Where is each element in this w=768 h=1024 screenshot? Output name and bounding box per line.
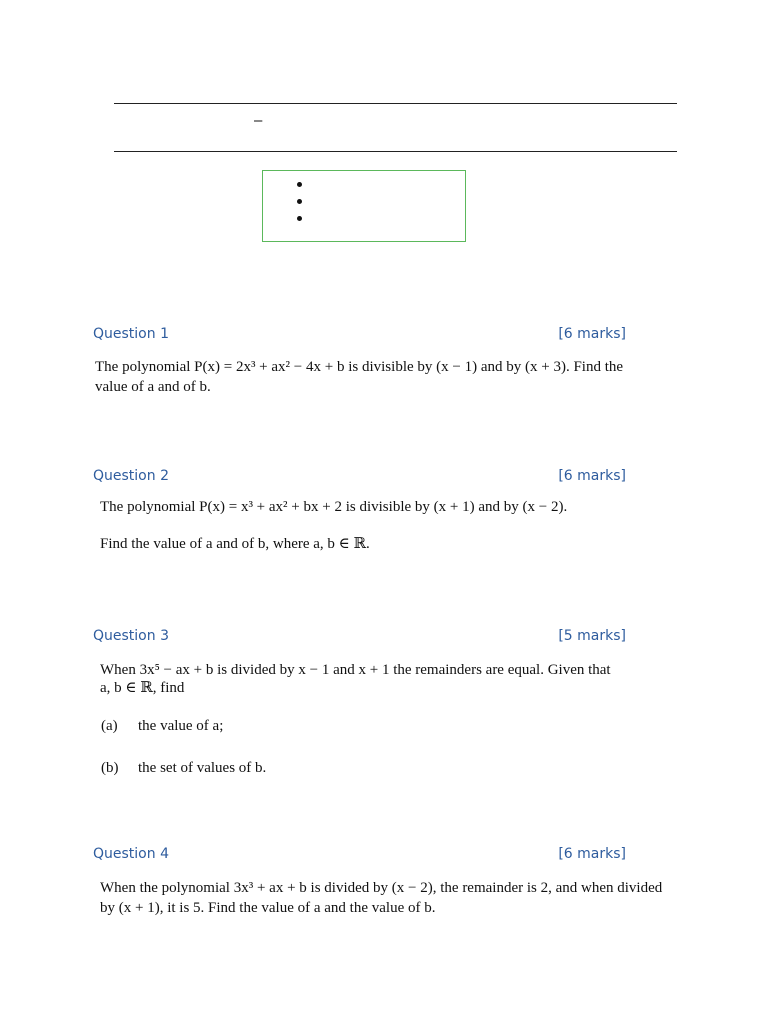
question-1-header — [93, 326, 628, 346]
question-marks: [5 marks] — [558, 628, 626, 644]
question-4-line-2: by (x + 1), it is 5. Find the value of a and the value of b. — [100, 900, 436, 916]
header-top-rule — [114, 103, 677, 104]
question-label: Question 2 — [93, 468, 169, 484]
header-dash: – — [254, 112, 263, 129]
question-marks: [6 marks] — [558, 846, 626, 862]
question-marks: [6 marks] — [558, 326, 626, 342]
question-label: Question 1 — [93, 326, 169, 342]
question-4-line-1: When the polynomial 3x³ + ax + b is divided by (x − 2), the remainder is 2, and when divided — [100, 880, 663, 896]
bullet-icon — [297, 216, 302, 221]
question-3-line-1: When 3x⁵ − ax + b is divided by x − 1 and x + 1 the remainders are equal. Given that — [100, 662, 611, 678]
bullet-icon — [297, 182, 302, 187]
question-2-header — [93, 468, 628, 488]
part-text: the set of values of b. — [138, 760, 267, 776]
question-2-line-2: Find the value of a and of b, where a, b ∈ ℝ. — [100, 536, 370, 552]
part-text: the value of a; — [138, 718, 224, 734]
question-label: Question 4 — [93, 846, 169, 862]
question-marks: [6 marks] — [558, 468, 626, 484]
bullet-icon — [297, 199, 302, 204]
question-1-line-1: The polynomial P(x) = 2x³ + ax² − 4x + b is divisible by (x − 1) and by (x + 3). Find the — [95, 359, 624, 375]
instructions-box — [262, 170, 466, 242]
question-3-line-2: a, b ∈ ℝ, find — [100, 680, 185, 696]
question-2-line-1: The polynomial P(x) = x³ + ax² + bx + 2 is divisible by (x + 1) and by (x − 2). — [100, 499, 568, 515]
question-4-header — [93, 846, 628, 866]
question-label: Question 3 — [93, 628, 169, 644]
part-label: (b) — [101, 760, 119, 776]
question-3-header — [93, 628, 628, 648]
header-bottom-rule — [114, 151, 677, 152]
question-1-line-2: value of a and of b. — [95, 379, 211, 395]
part-label: (a) — [101, 718, 118, 734]
